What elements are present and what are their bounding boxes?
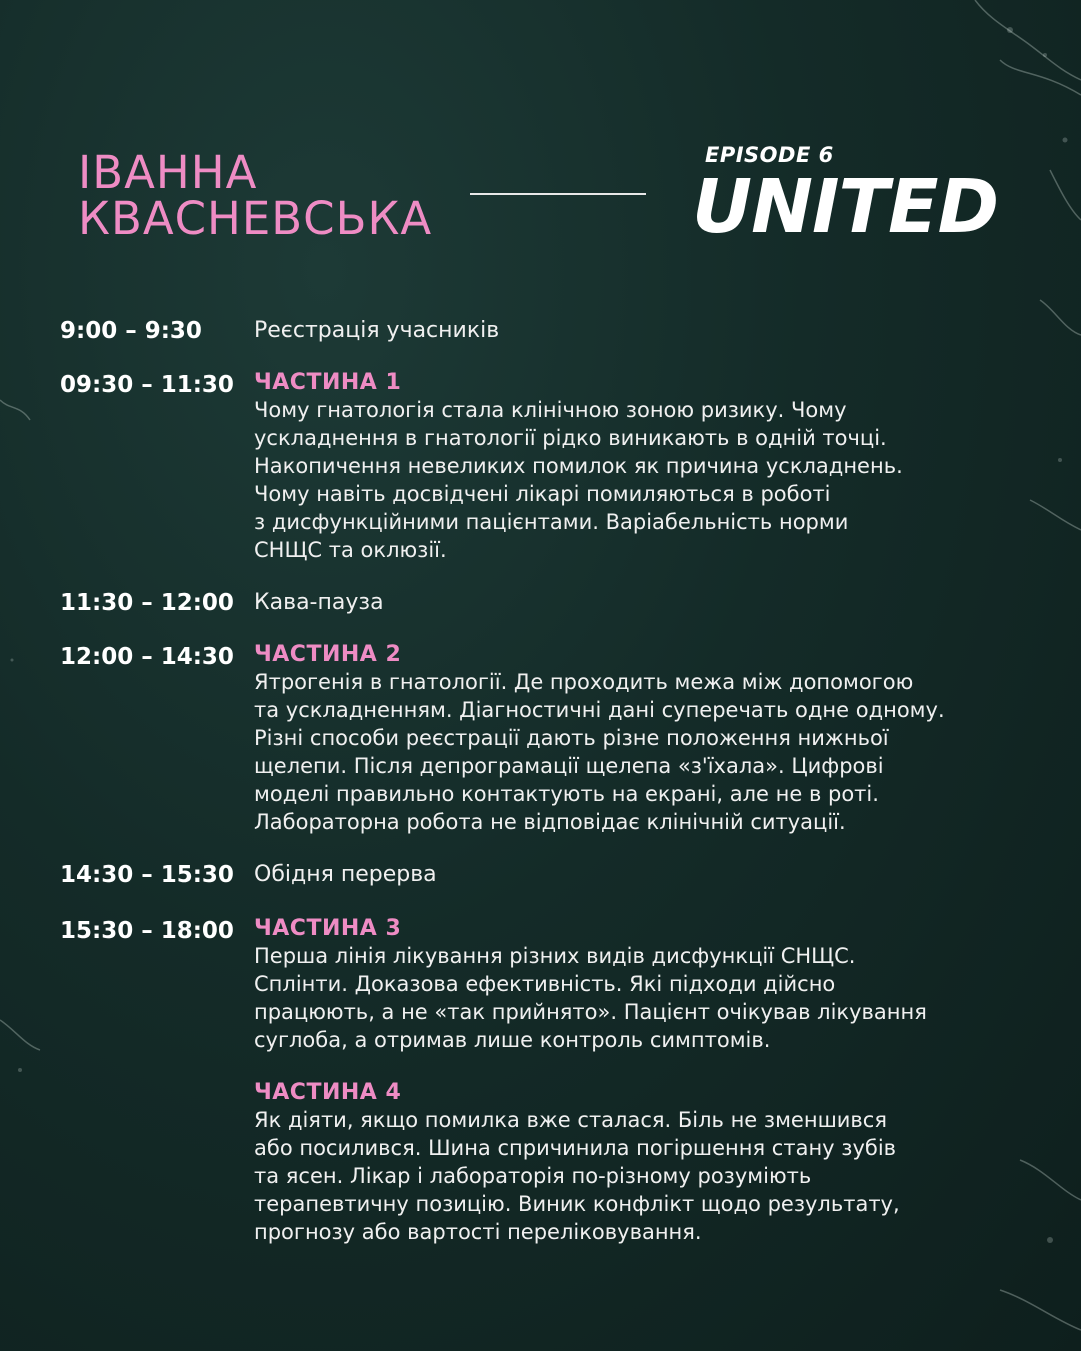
schedule-time: 11:30 – 12:00 [60, 590, 234, 616]
description-line: прогнозу або вартості переліковування. [254, 1220, 702, 1244]
schedule-row [60, 1080, 1060, 1246]
schedule-text: Обідня перерва [254, 862, 437, 887]
schedule-row [60, 916, 1060, 1054]
schedule-row [60, 642, 1060, 836]
schedule-row [60, 860, 1060, 890]
part-description [254, 396, 1060, 564]
description-line: терапевтичну позицію. Виник конфлікт щодо результату, [254, 1192, 900, 1216]
schedule-time: 12:00 – 14:30 [60, 644, 234, 670]
part-description [254, 668, 1060, 836]
description-line: та ясен. Лікар і лабораторія по-різному розуміють [254, 1164, 812, 1188]
schedule-time: 09:30 – 11:30 [60, 372, 234, 398]
brand-logo: UNITED [692, 164, 999, 250]
description-line: працюють, а не «так прийнято». Пацієнт очікував лікування [254, 1000, 927, 1024]
description-line: Чому навіть досвідчені лікарі помиляються в роботі [254, 482, 831, 506]
speaker-last-name: КВАСНЕВСЬКА [78, 192, 433, 245]
description-line: Лабораторна робота не відповідає клінічній ситуації. [254, 810, 846, 834]
description-line: моделі правильно контактують на екрані, але не в роті. [254, 782, 879, 806]
speaker-first-name: ІВАННА [78, 146, 258, 199]
schedule-row [60, 588, 1060, 618]
part-description [254, 942, 1060, 1054]
part-title: ЧАСТИНА 2 [254, 642, 402, 667]
schedule-row [60, 316, 1060, 346]
part-title: ЧАСТИНА 1 [254, 370, 402, 395]
schedule-row [60, 370, 1060, 564]
description-line: та ускладненням. Діагностичні дані суперечать одне одному. [254, 698, 945, 722]
description-line: Чому гнатологія стала клінічною зоною ризику. Чому [254, 398, 847, 422]
schedule-time: 15:30 – 18:00 [60, 918, 234, 944]
description-line: ускладнення в гнатології рідко виникають в одній точці. [254, 426, 887, 450]
part-title: ЧАСТИНА 3 [254, 916, 402, 941]
schedule [60, 316, 1060, 1246]
speaker-name [78, 146, 433, 245]
part-description [254, 1106, 1060, 1246]
schedule-time: 9:00 – 9:30 [60, 318, 202, 344]
description-line: Сплінти. Доказова ефективність. Які підходи дійсно [254, 972, 836, 996]
description-line: Перша лінія лікування різних видів дисфункції СНЩС. [254, 944, 856, 968]
schedule-time: 14:30 – 15:30 [60, 862, 234, 888]
description-line: Ятрогенія в гнатології. Де проходить межа між допомогою [254, 670, 914, 694]
description-line: щелепи. Після депрограмації щелепа «з'їхала». Цифрові [254, 754, 884, 778]
schedule-text: Кава-пауза [254, 590, 384, 615]
part-title: ЧАСТИНА 4 [254, 1080, 402, 1105]
description-line: з дисфункційними пацієнтами. Варіабельність норми [254, 510, 849, 534]
description-line: суглоба, а отримав лише контроль симптомів. [254, 1028, 771, 1052]
description-line: Як діяти, якщо помилка вже сталася. Біль не зменшився [254, 1108, 887, 1132]
schedule-text: Реєстрація учасників [254, 318, 500, 343]
description-line: Різні способи реєстрації дають різне положення нижньої [254, 726, 889, 750]
description-line: Накопичення невеликих помилок як причина ускладнень. [254, 454, 903, 478]
episode-label: EPISODE 6 [705, 143, 834, 167]
description-line: СНЩС та оклюзії. [254, 538, 447, 562]
description-line: або посилився. Шина спричинила погіршення стану зубів [254, 1136, 897, 1160]
header-divider [470, 193, 646, 195]
